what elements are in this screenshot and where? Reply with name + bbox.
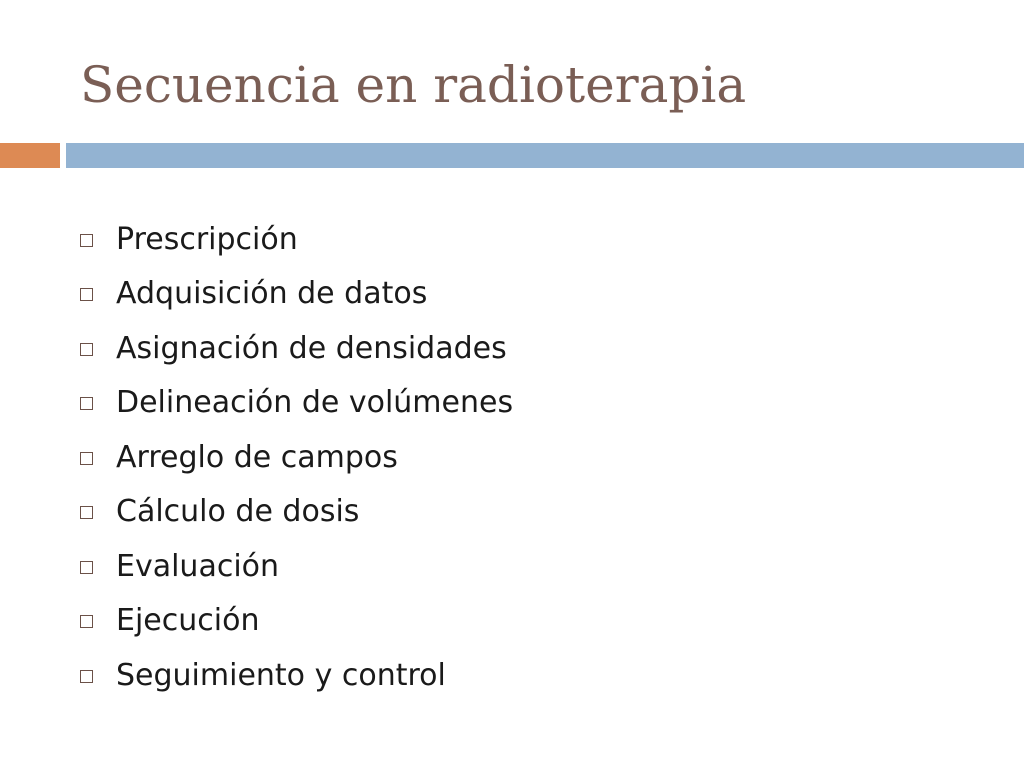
square-bullet-icon: [80, 670, 93, 683]
list-item-text: Prescripción: [116, 221, 298, 257]
list-item-text: Arreglo de campos: [116, 439, 398, 475]
square-bullet-icon: [80, 452, 93, 465]
list-item: [80, 267, 513, 322]
square-bullet-icon: [80, 561, 93, 574]
list-item-text: Seguimiento y control: [116, 657, 446, 693]
slide-title: Secuencia en radioterapia: [80, 56, 747, 114]
list-item: [80, 539, 513, 594]
list-item: [80, 212, 513, 267]
accent-bar-blue: [66, 143, 1024, 168]
list-item: [80, 648, 513, 703]
list-item: [80, 594, 513, 649]
list-item-text: Adquisición de datos: [116, 276, 428, 312]
list-item: [80, 376, 513, 431]
square-bullet-icon: [80, 343, 93, 356]
list-item-text: Delineación de volúmenes: [116, 385, 514, 421]
square-bullet-icon: [80, 397, 93, 410]
list-item: [80, 485, 513, 540]
list-item-text: Cálculo de dosis: [116, 494, 360, 530]
list-item-text: Evaluación: [116, 548, 280, 584]
square-bullet-icon: [80, 234, 93, 247]
list-item: [80, 430, 513, 485]
list-item-text: Asignación de densidades: [116, 330, 507, 366]
square-bullet-icon: [80, 506, 93, 519]
square-bullet-icon: [80, 615, 93, 628]
list-item-text: Ejecución: [116, 603, 260, 639]
square-bullet-icon: [80, 288, 93, 301]
list-item: [80, 321, 513, 376]
bullet-list: [80, 212, 513, 703]
accent-bar-orange: [0, 143, 60, 168]
